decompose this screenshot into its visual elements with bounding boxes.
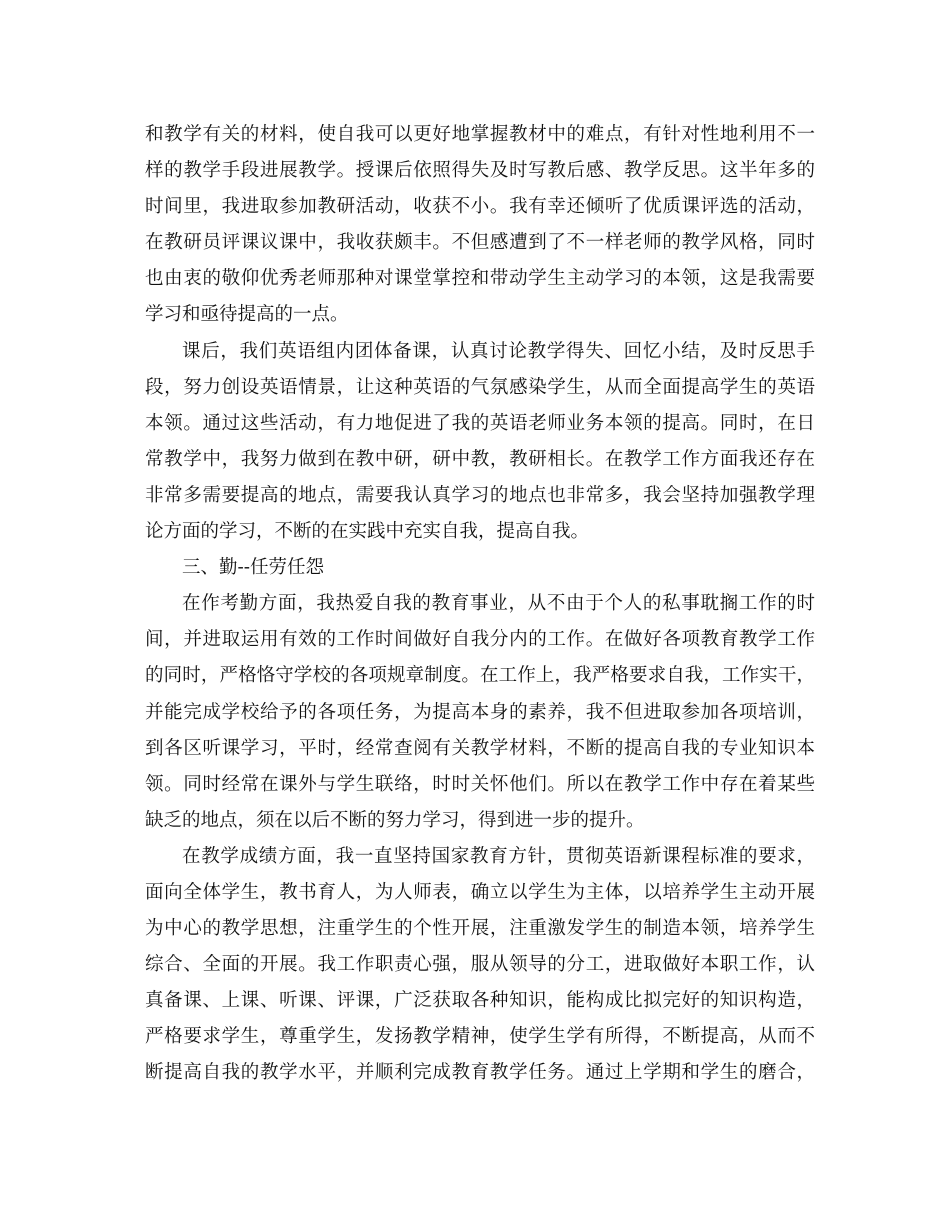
text-line: 为中心的教学思想，注重学生的个性开展，注重激发学生的制造本领，培养学生: [145, 918, 815, 940]
text-line: 领。同时经常在课外与学生联络，时时关怀他们。所以在教学工作中存在着某些: [145, 773, 815, 795]
text-line: 的同时，严格恪守学校的各项规章制度。在工作上，我严格要求自我，工作实干，: [145, 665, 815, 687]
section-heading: 三、勤--任劳任怨: [182, 557, 325, 579]
text-line: 综合、全面的开展。我工作职责心强，服从领导的分工，进取做好本职工作，认: [145, 954, 815, 976]
text-line: 非常多需要提高的地点，需要我认真学习的地点也非常多，我会坚持加强教学理: [145, 484, 815, 506]
text-line: 课后，我们英语组内团体备课，认真讨论教学得失、回忆小结，及时反思手: [182, 340, 815, 362]
text-line: 真备课、上课、听课、评课，广泛获取各种知识，能构成比拟完好的知识构造，: [145, 990, 815, 1012]
text-line: 面向全体学生，教书育人，为人师表，确立以学生为主体，以培养学生主动开展: [145, 881, 815, 903]
text-line: 在教研员评课议课中，我收获颇丰。不但感遭到了不一样老师的教学风格，同时: [145, 232, 815, 254]
text-line: 论方面的学习，不断的在实践中充实自我，提高自我。: [145, 521, 590, 543]
text-line: 断提高自我的教学水平，并顺利完成教育教学任务。通过上学期和学生的磨合，: [145, 1062, 815, 1084]
text-line: 严格要求学生，尊重学生，发扬教学精神，使学生学有所得，不断提高，从而不: [145, 1026, 815, 1048]
text-line: 样的教学手段进展教学。授课后依照得失及时写教后感、教学反思。这半年多的: [145, 160, 815, 182]
text-line: 缺乏的地点，须在以后不断的努力学习，得到进一步的提升。: [145, 809, 645, 831]
text-line: 在作考勤方面，我热爱自我的教育事业，从不由于个人的私事耽搁工作的时: [182, 593, 815, 615]
text-line: 到各区听课学习，平时，经常查阅有关教学材料，不断的提高自我的专业知识本: [145, 737, 815, 759]
text-line: 本领。通过这些活动，有力地促进了我的英语老师业务本领的提高。同时，在日: [145, 412, 815, 434]
text-line: 并能完成学校给予的各项任务，为提高本身的素养，我不但进取参加各项培训，: [145, 701, 815, 723]
text-line: 在教学成绩方面，我一直坚持国家教育方针，贯彻英语新课程标准的要求，: [182, 845, 815, 867]
text-line: 常教学中，我努力做到在教中研，研中教，教研相长。在教学工作方面我还存在: [145, 448, 815, 470]
text-line: 学习和亟待提高的一点。: [145, 304, 349, 326]
text-line: 间，并进取运用有效的工作时间做好自我分内的工作。在做好各项教育教学工作: [145, 629, 815, 651]
text-line: 也由衷的敬仰优秀老师那种对课堂掌控和带动学生主动学习的本领，这是我需要: [145, 268, 815, 290]
text-line: 时间里，我进取参加教研活动，收获不小。我有幸还倾听了优质课评选的活动，: [145, 196, 815, 218]
text-line: 段，努力创设英语情景，让这种英语的气氛感染学生，从而全面提高学生的英语: [145, 376, 815, 398]
document-body: [145, 117, 815, 1092]
text-line: 和教学有关的材料，使自我可以更好地掌握教材中的难点，有针对性地利用不一: [145, 124, 815, 145]
